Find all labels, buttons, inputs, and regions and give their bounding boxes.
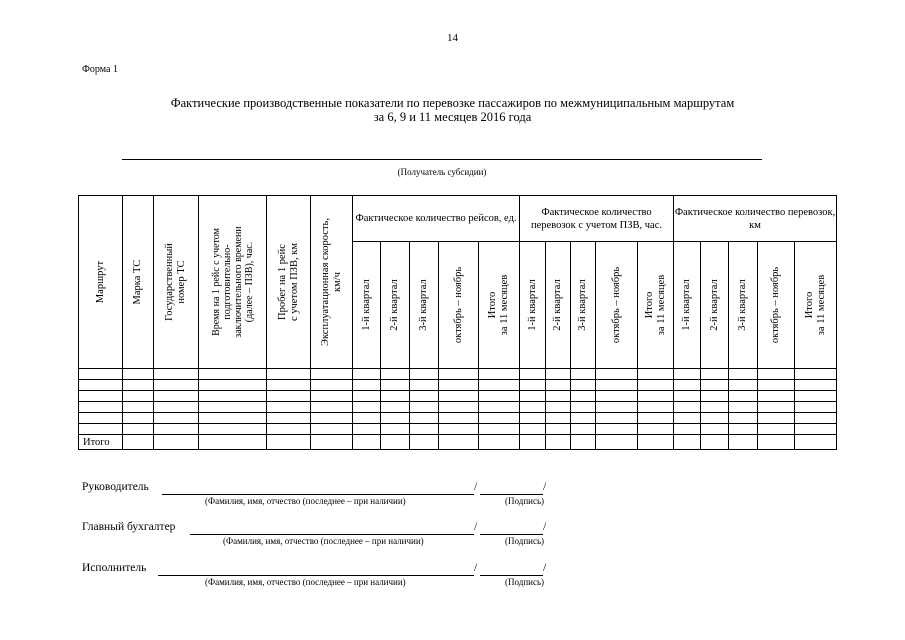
table-cell[interactable] bbox=[439, 369, 479, 380]
table-cell[interactable] bbox=[795, 402, 837, 413]
table-cell[interactable] bbox=[674, 402, 701, 413]
table-cell[interactable] bbox=[199, 402, 267, 413]
table-cell[interactable] bbox=[571, 413, 596, 424]
table-cell[interactable] bbox=[520, 435, 546, 450]
column-header-label: Пробег на 1 рейс с учетом ПЗВ, км bbox=[276, 242, 300, 322]
table-cell[interactable] bbox=[410, 402, 439, 413]
signature-role-label: Руководитель bbox=[82, 481, 149, 493]
table-cell[interactable] bbox=[758, 424, 795, 435]
table-cell[interactable] bbox=[381, 435, 410, 450]
column-header bbox=[199, 196, 267, 369]
column-header-label: Государственный номер ТС bbox=[164, 243, 187, 321]
table-cell[interactable] bbox=[795, 424, 837, 435]
name-input-line[interactable] bbox=[158, 575, 474, 576]
table-cell[interactable] bbox=[199, 435, 267, 450]
table-cell[interactable] bbox=[123, 380, 154, 391]
column-header bbox=[79, 196, 123, 369]
table-cell[interactable] bbox=[267, 402, 311, 413]
table-cell[interactable] bbox=[199, 424, 267, 435]
table-cell[interactable] bbox=[381, 380, 410, 391]
table-cell[interactable] bbox=[123, 391, 154, 402]
separator-slash: / bbox=[543, 481, 547, 493]
table-cell[interactable] bbox=[154, 435, 199, 450]
table-row bbox=[79, 391, 837, 402]
table-cell[interactable] bbox=[571, 402, 596, 413]
subcolumn-header-label: 3-й квартал bbox=[418, 279, 429, 331]
table-cell[interactable] bbox=[546, 391, 571, 402]
subcolumn-header-label: 3-й квартал bbox=[577, 279, 588, 331]
column-header-label: Маршрут bbox=[94, 260, 106, 304]
table-cell[interactable] bbox=[520, 369, 546, 380]
table-cell[interactable] bbox=[638, 402, 674, 413]
subcolumn-header bbox=[674, 242, 701, 369]
subcolumn-header-label: Итого за 11 месяцев bbox=[643, 274, 667, 336]
table-cell[interactable] bbox=[701, 413, 729, 424]
subcolumn-header bbox=[758, 242, 795, 369]
table-cell[interactable] bbox=[729, 391, 758, 402]
table-cell[interactable] bbox=[353, 413, 381, 424]
total-label: Итого bbox=[79, 435, 123, 450]
column-header bbox=[267, 196, 311, 369]
table-cell[interactable] bbox=[674, 435, 701, 450]
table-cell[interactable] bbox=[439, 380, 479, 391]
column-header bbox=[123, 196, 154, 369]
table-cell[interactable] bbox=[638, 380, 674, 391]
column-header-label: Время на 1 рейс с учетом подготовительно- заключительного времени (далее – ПЗВ), час. bbox=[210, 226, 255, 338]
table-cell[interactable] bbox=[381, 424, 410, 435]
table-cell[interactable] bbox=[479, 402, 520, 413]
table-cell[interactable] bbox=[267, 435, 311, 450]
subcolumn-header-label: 2-й квартал bbox=[552, 279, 563, 331]
subcolumn-header-label: октябрь – ноябрь bbox=[770, 266, 782, 344]
table-cell[interactable] bbox=[758, 369, 795, 380]
table-cell[interactable] bbox=[479, 424, 520, 435]
table-cell[interactable] bbox=[311, 369, 353, 380]
table-cell[interactable] bbox=[520, 380, 546, 391]
table-row bbox=[79, 380, 837, 391]
table-cell[interactable] bbox=[479, 380, 520, 391]
subcolumn-header bbox=[520, 242, 546, 369]
table-cell[interactable] bbox=[638, 369, 674, 380]
table-cell[interactable] bbox=[596, 402, 638, 413]
table-cell[interactable] bbox=[479, 369, 520, 380]
name-caption: (Фамилия, имя, отчество (последнее – при наличии) bbox=[205, 577, 406, 587]
subcolumn-header-label: 3-й квартал bbox=[737, 279, 749, 331]
separator-slash: / bbox=[474, 562, 478, 574]
table-cell[interactable] bbox=[123, 435, 154, 450]
table-cell[interactable] bbox=[410, 435, 439, 450]
table-cell[interactable] bbox=[520, 413, 546, 424]
table-cell[interactable] bbox=[439, 413, 479, 424]
table-cell[interactable] bbox=[439, 435, 479, 450]
table-cell[interactable] bbox=[311, 424, 353, 435]
signature-caption: (Подпись) bbox=[505, 577, 545, 587]
name-input-line[interactable] bbox=[190, 534, 474, 535]
table-cell[interactable] bbox=[123, 424, 154, 435]
subcolumn-header-label: 2-й квартал bbox=[389, 279, 400, 331]
table-cell[interactable] bbox=[546, 435, 571, 450]
table-cell[interactable] bbox=[479, 413, 520, 424]
table-cell[interactable] bbox=[758, 402, 795, 413]
subcolumn-header bbox=[795, 242, 837, 369]
table-cell[interactable] bbox=[546, 424, 571, 435]
table-cell[interactable] bbox=[674, 380, 701, 391]
table-cell[interactable] bbox=[638, 424, 674, 435]
subcolumn-header-label: Итого за 11 месяцев bbox=[803, 274, 827, 336]
form-label: Форма 1 bbox=[82, 64, 118, 75]
table-cell[interactable] bbox=[596, 424, 638, 435]
signature-caption: (Подпись) bbox=[505, 536, 545, 546]
table-row bbox=[79, 369, 837, 380]
table-cell[interactable] bbox=[701, 402, 729, 413]
table-cell[interactable] bbox=[353, 369, 381, 380]
table-cell[interactable] bbox=[758, 413, 795, 424]
subcolumn-header bbox=[571, 242, 596, 369]
table-cell[interactable] bbox=[520, 391, 546, 402]
table-cell[interactable] bbox=[729, 413, 758, 424]
table-cell[interactable] bbox=[674, 424, 701, 435]
table-cell[interactable] bbox=[79, 391, 123, 402]
table-cell[interactable] bbox=[729, 380, 758, 391]
subcolumn-header-label: октябрь – ноябрь bbox=[610, 266, 622, 344]
table-cell[interactable] bbox=[546, 402, 571, 413]
table-cell[interactable] bbox=[311, 402, 353, 413]
group-header: Фактическое количество перевозок с учетом ПЗВ, час. bbox=[520, 196, 674, 242]
table-cell[interactable] bbox=[795, 435, 837, 450]
separator-slash: / bbox=[474, 521, 478, 533]
subcolumn-header-label: 2-й квартал bbox=[708, 279, 720, 331]
title-line-2: за 6, 9 и 11 месяцев 2016 года bbox=[373, 110, 532, 124]
table-cell[interactable] bbox=[439, 391, 479, 402]
title-line-1: Фактические производственные показатели по перевозке пассажиров по межмуниципальным маршрутам bbox=[170, 96, 735, 110]
column-header bbox=[154, 196, 199, 369]
table-cell[interactable] bbox=[638, 435, 674, 450]
table-cell[interactable] bbox=[571, 369, 596, 380]
table-cell[interactable] bbox=[479, 435, 520, 450]
table-cell[interactable] bbox=[311, 391, 353, 402]
table-cell[interactable] bbox=[79, 413, 123, 424]
subcolumn-header-label: 1-й квартал bbox=[681, 279, 693, 331]
indicators-table bbox=[78, 195, 837, 450]
page-number: 14 bbox=[447, 32, 458, 44]
table-cell[interactable] bbox=[410, 391, 439, 402]
table-cell[interactable] bbox=[701, 380, 729, 391]
table-cell[interactable] bbox=[674, 413, 701, 424]
table-cell[interactable] bbox=[701, 369, 729, 380]
table-cell[interactable] bbox=[701, 391, 729, 402]
table-cell[interactable] bbox=[729, 369, 758, 380]
table-cell[interactable] bbox=[520, 424, 546, 435]
table-cell[interactable] bbox=[701, 424, 729, 435]
table-cell[interactable] bbox=[381, 391, 410, 402]
table-cell[interactable] bbox=[123, 369, 154, 380]
table-cell[interactable] bbox=[267, 369, 311, 380]
subcolumn-header bbox=[381, 242, 410, 369]
name-caption: (Фамилия, имя, отчество (последнее – при наличии) bbox=[223, 536, 424, 546]
table-cell[interactable] bbox=[267, 413, 311, 424]
table-cell[interactable] bbox=[571, 435, 596, 450]
subcolumn-header bbox=[596, 242, 638, 369]
signature-role-label: Исполнитель bbox=[82, 562, 147, 574]
table-cell[interactable] bbox=[729, 424, 758, 435]
table-cell[interactable] bbox=[311, 435, 353, 450]
table-cell[interactable] bbox=[199, 369, 267, 380]
table-cell[interactable] bbox=[381, 413, 410, 424]
table-cell[interactable] bbox=[154, 369, 199, 380]
table-cell[interactable] bbox=[267, 380, 311, 391]
table-cell[interactable] bbox=[199, 391, 267, 402]
column-header-label: Марка ТС bbox=[132, 259, 143, 305]
table-cell[interactable] bbox=[410, 369, 439, 380]
recipient-caption: (Получатель субсидии) bbox=[397, 167, 487, 177]
table-cell[interactable] bbox=[571, 380, 596, 391]
table-cell[interactable] bbox=[311, 380, 353, 391]
name-input-line[interactable] bbox=[162, 494, 474, 495]
table-cell[interactable] bbox=[353, 435, 381, 450]
table-cell[interactable] bbox=[199, 413, 267, 424]
table-cell[interactable] bbox=[439, 402, 479, 413]
table-cell[interactable] bbox=[311, 413, 353, 424]
subcolumn-header bbox=[353, 242, 381, 369]
table-cell[interactable] bbox=[795, 391, 837, 402]
signature-input-line[interactable] bbox=[480, 494, 543, 495]
subcolumn-header-label: Итого за 11 месяцев bbox=[487, 274, 510, 336]
table-cell[interactable] bbox=[353, 391, 381, 402]
table-cell[interactable] bbox=[674, 391, 701, 402]
table-cell[interactable] bbox=[729, 435, 758, 450]
table-cell[interactable] bbox=[546, 380, 571, 391]
table-cell[interactable] bbox=[758, 391, 795, 402]
table-cell[interactable] bbox=[381, 369, 410, 380]
table-cell[interactable] bbox=[546, 369, 571, 380]
table-cell[interactable] bbox=[795, 413, 837, 424]
table-cell[interactable] bbox=[546, 413, 571, 424]
table-cell[interactable] bbox=[353, 402, 381, 413]
table-cell[interactable] bbox=[267, 391, 311, 402]
table-cell[interactable] bbox=[758, 435, 795, 450]
signature-role-label: Главный бухгалтер bbox=[82, 521, 176, 533]
table-cell[interactable] bbox=[154, 413, 199, 424]
table-cell[interactable] bbox=[571, 424, 596, 435]
table-cell[interactable] bbox=[638, 413, 674, 424]
subcolumn-header-label: 1-й квартал bbox=[360, 279, 372, 331]
total-row bbox=[79, 435, 837, 450]
table-cell[interactable] bbox=[267, 424, 311, 435]
table-cell[interactable] bbox=[154, 391, 199, 402]
recipient-underline bbox=[122, 159, 762, 160]
subcolumn-header bbox=[701, 242, 729, 369]
table-cell[interactable] bbox=[154, 402, 199, 413]
table-row bbox=[79, 402, 837, 413]
table-row bbox=[79, 413, 837, 424]
subcolumn-header-label: октябрь – ноябрь bbox=[452, 266, 464, 344]
subcolumn-header bbox=[439, 242, 479, 369]
table-cell[interactable] bbox=[381, 402, 410, 413]
column-header bbox=[311, 196, 353, 369]
table-cell[interactable] bbox=[410, 380, 439, 391]
signature-input-line[interactable] bbox=[480, 534, 543, 535]
table-cell[interactable] bbox=[758, 380, 795, 391]
table-cell[interactable] bbox=[79, 369, 123, 380]
table-cell[interactable] bbox=[410, 424, 439, 435]
subcolumn-header bbox=[638, 242, 674, 369]
table-cell[interactable] bbox=[596, 369, 638, 380]
table-cell[interactable] bbox=[154, 424, 199, 435]
signature-input-line[interactable] bbox=[480, 575, 543, 576]
table-cell[interactable] bbox=[479, 391, 520, 402]
signature-caption: (Подпись) bbox=[505, 496, 545, 506]
table-cell[interactable] bbox=[410, 413, 439, 424]
table-cell[interactable] bbox=[123, 413, 154, 424]
table-cell[interactable] bbox=[123, 402, 154, 413]
table-cell[interactable] bbox=[596, 391, 638, 402]
table-cell[interactable] bbox=[729, 402, 758, 413]
table-cell[interactable] bbox=[79, 402, 123, 413]
table-cell[interactable] bbox=[79, 380, 123, 391]
separator-slash: / bbox=[543, 521, 547, 533]
table-cell[interactable] bbox=[79, 424, 123, 435]
table-cell[interactable] bbox=[353, 380, 381, 391]
table-cell[interactable] bbox=[199, 380, 267, 391]
document-title bbox=[120, 96, 785, 124]
subcolumn-header bbox=[410, 242, 439, 369]
group-header: Фактическое количество перевозок, км bbox=[674, 196, 837, 242]
table-cell[interactable] bbox=[638, 391, 674, 402]
table-cell[interactable] bbox=[596, 413, 638, 424]
name-caption: (Фамилия, имя, отчество (последнее – при наличии) bbox=[205, 496, 406, 506]
table-cell[interactable] bbox=[571, 391, 596, 402]
subcolumn-header bbox=[479, 242, 520, 369]
table-cell[interactable] bbox=[701, 435, 729, 450]
table-cell[interactable] bbox=[795, 369, 837, 380]
column-header-label: Эксплуатационная скорость, км/ч bbox=[319, 218, 343, 346]
subcolumn-header-label: 1-й квартал bbox=[526, 279, 538, 331]
table-cell[interactable] bbox=[596, 435, 638, 450]
table-cell[interactable] bbox=[795, 380, 837, 391]
table-cell[interactable] bbox=[596, 380, 638, 391]
subcolumn-header bbox=[729, 242, 758, 369]
table-cell[interactable] bbox=[674, 369, 701, 380]
table-row bbox=[79, 424, 837, 435]
table-cell[interactable] bbox=[154, 380, 199, 391]
subcolumn-header bbox=[546, 242, 571, 369]
table-cell[interactable] bbox=[353, 424, 381, 435]
separator-slash: / bbox=[543, 562, 547, 574]
table-cell[interactable] bbox=[520, 402, 546, 413]
separator-slash: / bbox=[474, 481, 478, 493]
group-header: Фактическое количество рейсов, ед. bbox=[353, 196, 520, 242]
table-cell[interactable] bbox=[439, 424, 479, 435]
